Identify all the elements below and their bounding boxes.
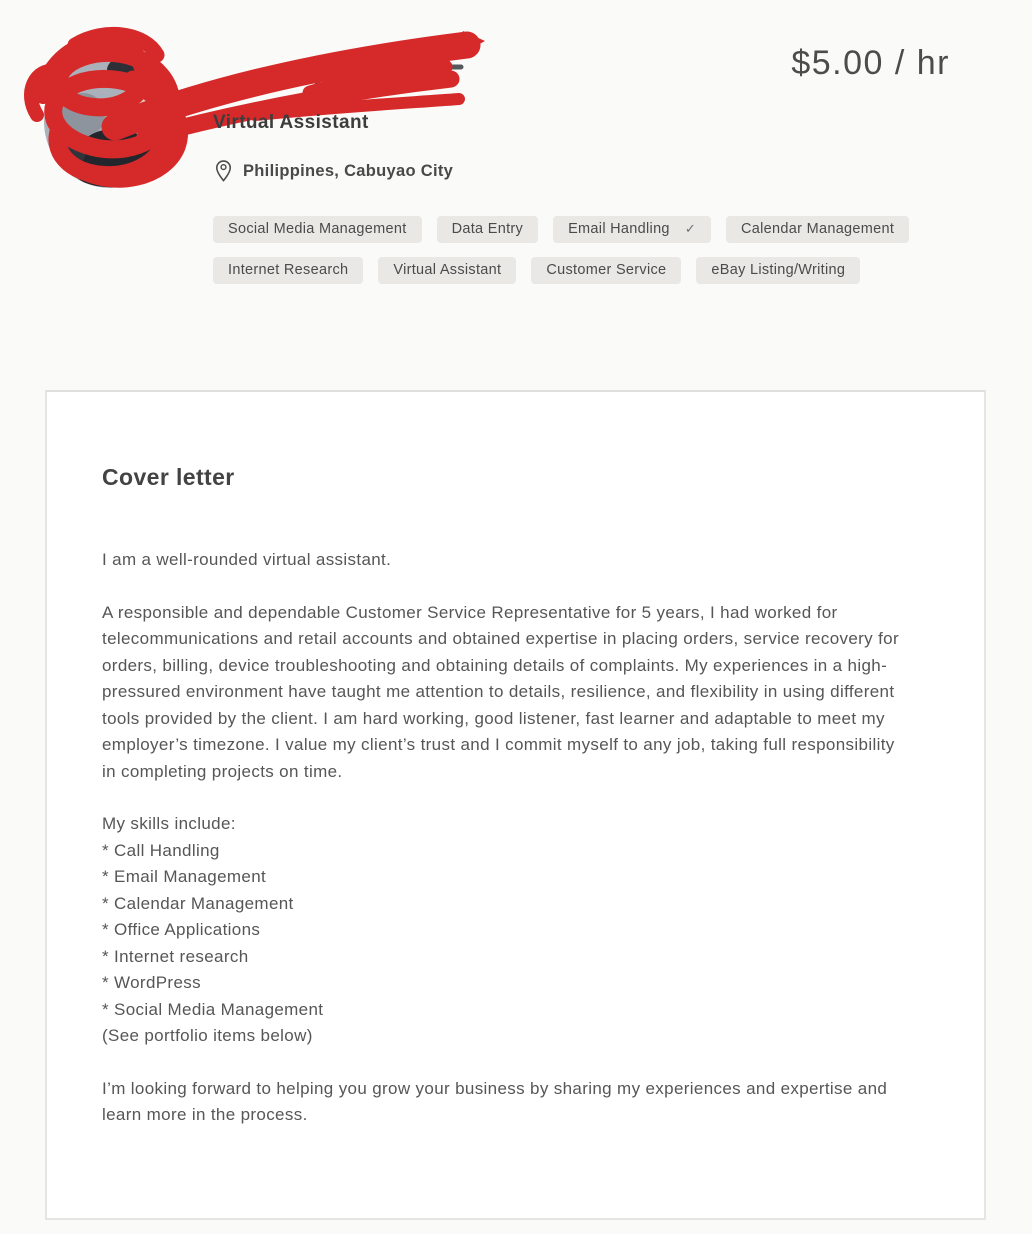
skill-line: * Office Applications [102,920,261,939]
location-text: Philippines, Cabuyao City [243,161,454,180]
tag-email-handling[interactable] [553,216,711,243]
skill-line: * Internet research [102,946,249,966]
cover-letter-card [45,390,986,1220]
location-pin-icon [215,159,232,183]
cover-letter-heading: Cover letter [102,464,235,490]
cover-letter-paragraph: A responsible and dependable Customer Service Representative for 5 years, I had worked for telecommunications and retail accounts and obtained expertise in placing orders, service recovery for orders, billing, device troubleshooting and obtaining details of complaints. My experiences in a high-pressured environment have taught me attention to details, resilience, and flexibility in using different tools provided by the client. I am hard working, good listener, fast learner and adaptable to meet my employer’s timezone. I value my client’s trust and I commit myself to any job, taking full responsibility in completing projects on time. [102,602,899,781]
skill-line: * Calendar Management [102,893,294,913]
tag-label: Data Entry [451,221,524,237]
location-row [215,159,453,183]
tag-virtual-assistant[interactable] [378,257,516,284]
tag-label: Internet Research [228,262,349,278]
skills-outro: (See portfolio items below) [102,1026,313,1045]
tag-label: Social Media Management [228,221,407,237]
tag-label: Customer Service [546,262,667,278]
profile-title: Virtual Assistant [213,112,369,133]
skill-line: * Social Media Management [102,999,324,1019]
tag-label: Calendar Management [741,221,895,237]
tag-label: Email Handling [568,221,670,237]
skills-intro: My skills include: [102,814,236,833]
cover-letter-intro: I am a well-rounded virtual assistant. [102,550,392,569]
cover-letter-closing: I’m looking forward to helping you grow your business by sharing my experiences and expertise and learn more in the process. [102,1078,888,1124]
tag-data-entry[interactable] [437,216,539,243]
tag-ebay-listing-writing[interactable] [696,257,860,284]
skill-tags [213,216,949,284]
cover-letter-body [102,547,906,1129]
hourly-rate: $5.00 / hr [791,44,950,82]
tag-calendar-management[interactable] [726,216,909,243]
skill-line: * WordPress [102,973,201,992]
tag-customer-service[interactable] [531,257,681,284]
skills-list [102,811,906,1050]
skill-line: * Call Handling [102,840,220,860]
skill-line: * Email Management [102,867,267,886]
tag-label: eBay Listing/Writing [711,262,846,278]
tag-label: Virtual Assistant [393,262,502,278]
check-icon: ✓ [684,221,697,236]
tag-social-media-management[interactable] [213,216,422,243]
profile-header [0,0,1032,340]
tag-internet-research[interactable] [213,257,363,284]
